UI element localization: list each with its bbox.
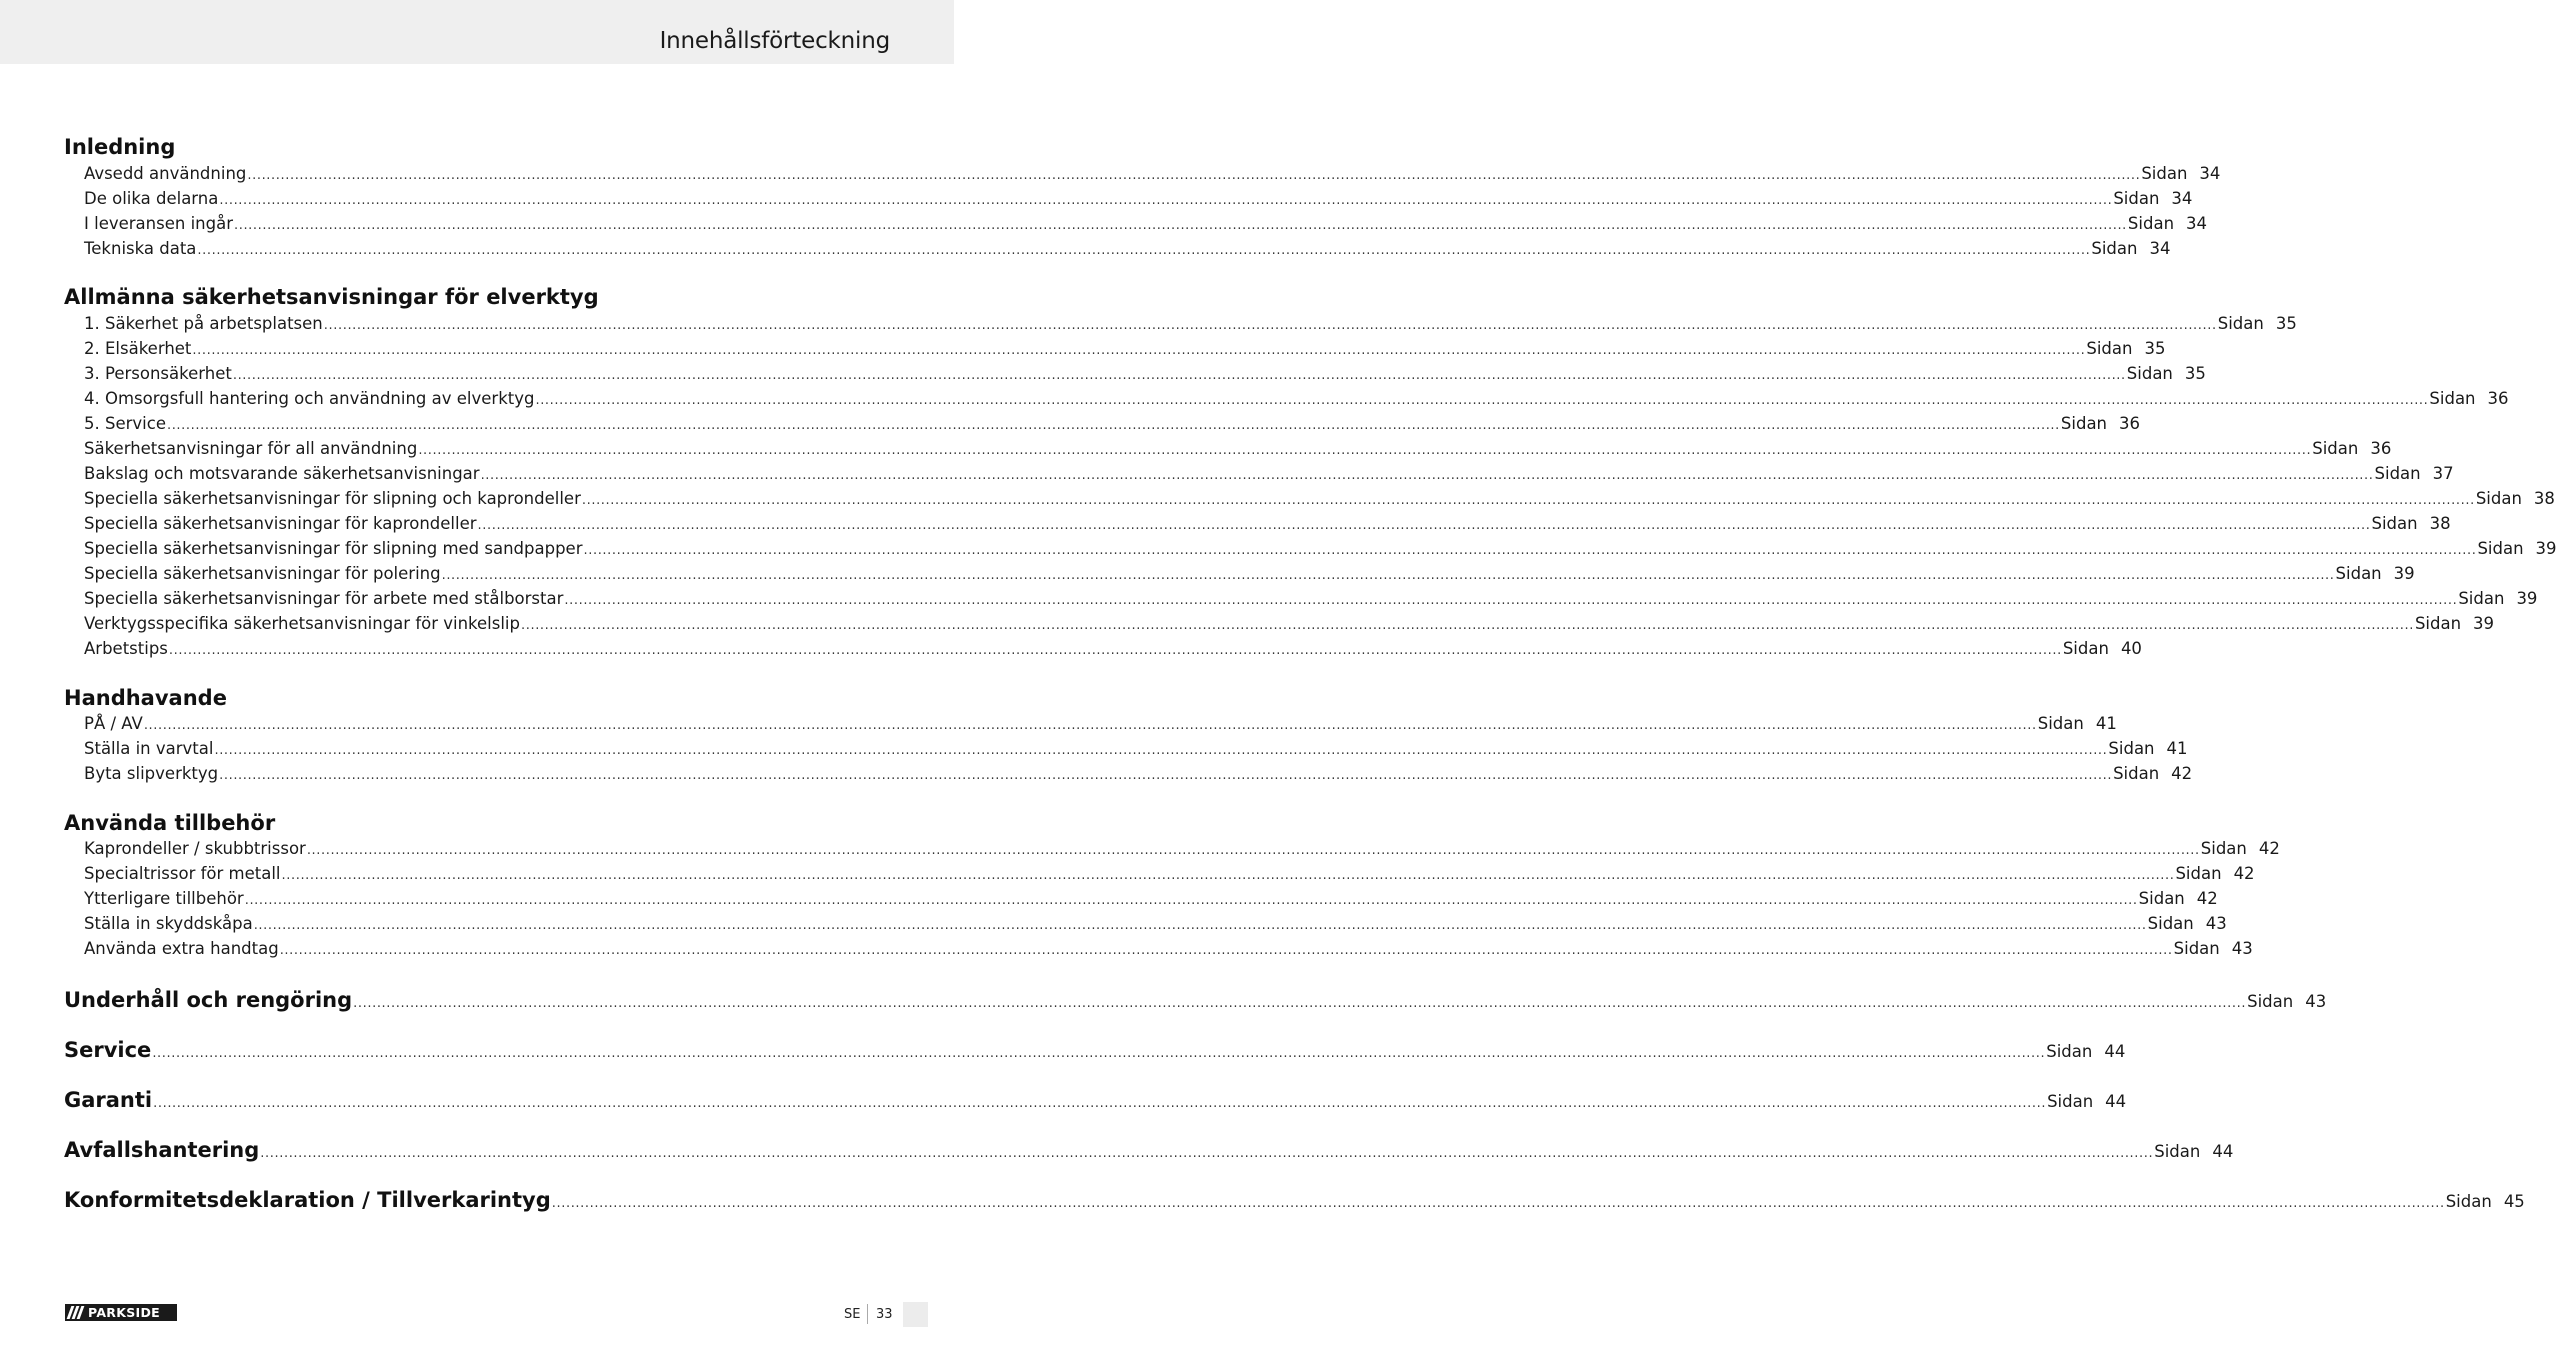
toc-page-number: 36: [2370, 439, 2392, 458]
toc-page-number: 34: [2186, 214, 2208, 233]
toc-entry-label: Byta slipverktyg: [84, 764, 219, 783]
toc-entry: [84, 314, 2297, 336]
toc-entry-label: Verktygsspecifika säkerhetsanvisningar för vinkelslip: [84, 614, 520, 633]
toc-entry-label: De olika delarna: [84, 189, 219, 208]
page-prefix: Sidan: [2429, 389, 2476, 408]
toc-page-number: 34: [2149, 239, 2171, 258]
toc-entry: [84, 214, 2208, 236]
toc-entry-label: Bakslag och motsvarande säkerhetsanvisningar: [84, 464, 480, 483]
dot-leader: ................................................................................................................................................................................................................................................................................................................................................................................................................: [583, 543, 2477, 558]
header-band: [0, 0, 954, 64]
page-prefix: Sidan: [2414, 614, 2462, 633]
dot-leader: ................................................................................................................................................................................................................................................................................................................................................................................................................: [153, 1096, 2047, 1111]
page-number: 33: [876, 1307, 893, 1322]
toc-entry-label: Speciella säkerhetsanvisningar för slipning med sandpapper: [84, 539, 583, 558]
page-prefix: Sidan: [2060, 414, 2108, 433]
toc-entry-label: Garanti: [64, 1088, 153, 1112]
toc-main-entry: [64, 1138, 2234, 1162]
toc-page-number: 35: [2275, 314, 2297, 333]
dot-leader: ................................................................................................................................................................................................................................................................................................................................................................................................................: [353, 996, 2247, 1011]
page-title: Innehållsförteckning: [659, 28, 890, 54]
toc-page-number: 39: [2535, 539, 2557, 558]
page-prefix: Sidan: [2046, 1042, 2093, 1061]
page-prefix: Sidan: [2475, 489, 2522, 508]
parkside-logo: [65, 1304, 177, 1321]
toc-entry-label: Speciella säkerhetsanvisningar för polering: [84, 564, 441, 583]
toc-page-number: 43: [2205, 914, 2227, 933]
dot-leader: ................................................................................................................................................................................................................................................................................................................................................................................................................: [247, 168, 2141, 183]
section-heading: Använda tillbehör: [64, 811, 276, 835]
toc-entry: [84, 864, 2255, 886]
toc-entry-label: Underhåll och rengöring: [64, 988, 353, 1012]
toc-entry: [84, 539, 2557, 561]
dot-leader: ................................................................................................................................................................................................................................................................................................................................................................................................................: [521, 618, 2414, 633]
toc-entry-label: Ytterligare tillbehör: [84, 889, 244, 908]
dot-leader: ................................................................................................................................................................................................................................................................................................................................................................................................................: [219, 768, 2113, 783]
dot-leader: ................................................................................................................................................................................................................................................................................................................................................................................................................: [197, 243, 2091, 258]
toc-page-number: 44: [2105, 1092, 2127, 1111]
toc-entry-label: 1. Säkerhet på arbetsplatsen: [84, 314, 323, 333]
dot-leader: ................................................................................................................................................................................................................................................................................................................................................................................................................: [152, 1046, 2046, 1061]
footer-divider: [867, 1304, 868, 1324]
toc-page-number: 44: [2212, 1142, 2234, 1161]
page-prefix: Sidan: [2335, 564, 2382, 583]
toc-page-number: 39: [2473, 614, 2495, 633]
dot-leader: ................................................................................................................................................................................................................................................................................................................................................................................................................: [564, 593, 2458, 608]
page-prefix: Sidan: [2217, 314, 2264, 333]
toc-page-number: 42: [2171, 764, 2193, 783]
toc-main-entry: [64, 1038, 2126, 1062]
toc-entry: [84, 739, 2188, 761]
toc-entry-label: PÅ / AV: [84, 714, 143, 733]
dot-leader: ................................................................................................................................................................................................................................................................................................................................................................................................................: [581, 493, 2475, 508]
page-prefix: Sidan: [2127, 214, 2175, 233]
page-prefix: Sidan: [2138, 889, 2185, 908]
page-prefix: Sidan: [2154, 1142, 2201, 1161]
toc-entry-label: 4. Omsorgsfull hantering och användning av elverktyg: [84, 389, 535, 408]
toc-page-number: 37: [2432, 464, 2454, 483]
toc-entry: [84, 439, 2392, 461]
toc-entry-label: Avfallshantering: [64, 1138, 260, 1162]
page-prefix: Sidan: [2200, 839, 2247, 858]
toc-page-number: 44: [2104, 1042, 2126, 1061]
page-prefix: Sidan: [2113, 764, 2160, 783]
toc-page-number: 35: [2184, 364, 2206, 383]
dot-leader: ................................................................................................................................................................................................................................................................................................................................................................................................................: [168, 643, 2062, 658]
toc-page-number: 42: [2258, 839, 2280, 858]
toc-entry: [84, 564, 2415, 586]
page-prefix: Sidan: [2113, 189, 2160, 208]
dot-leader: ................................................................................................................................................................................................................................................................................................................................................................................................................: [279, 943, 2173, 958]
dot-leader: ................................................................................................................................................................................................................................................................................................................................................................................................................: [244, 893, 2138, 908]
dot-leader: ................................................................................................................................................................................................................................................................................................................................................................................................................: [418, 443, 2312, 458]
toc-page-number: 40: [2120, 639, 2142, 658]
toc-main-entry: [64, 1088, 2127, 1112]
toc-page-number: 43: [2231, 939, 2253, 958]
toc-entry-label: Speciella säkerhetsanvisningar för kaprondeller: [84, 514, 477, 533]
toc-entry: [84, 389, 2509, 411]
dot-leader: ................................................................................................................................................................................................................................................................................................................................................................................................................: [260, 1146, 2154, 1161]
dot-leader: ................................................................................................................................................................................................................................................................................................................................................................................................................: [306, 843, 2200, 858]
section-heading: Allmänna säkerhetsanvisningar för elverktyg: [64, 285, 599, 309]
dot-leader: ................................................................................................................................................................................................................................................................................................................................................................................................................: [192, 343, 2086, 358]
dot-leader: ................................................................................................................................................................................................................................................................................................................................................................................................................: [281, 868, 2175, 883]
toc-entry: [84, 889, 2218, 911]
dot-leader: ................................................................................................................................................................................................................................................................................................................................................................................................................: [535, 393, 2429, 408]
toc-entry-label: 3. Personsäkerhet: [84, 364, 232, 383]
toc-page-number: 36: [2119, 414, 2141, 433]
toc-entry: [84, 514, 2451, 536]
toc-page-number: 38: [2533, 489, 2555, 508]
page-prefix: Sidan: [2371, 514, 2418, 533]
toc-entry-label: Specialtrissor för metall: [84, 864, 281, 883]
toc-page-number: 34: [2199, 164, 2221, 183]
dot-leader: ................................................................................................................................................................................................................................................................................................................................................................................................................: [323, 318, 2217, 333]
toc-entry-label: Konformitetsdeklaration / Tillverkarintyg: [64, 1188, 551, 1212]
page-prefix: Sidan: [2445, 1192, 2492, 1211]
page-prefix: Sidan: [2062, 639, 2109, 658]
dot-leader: ................................................................................................................................................................................................................................................................................................................................................................................................................: [480, 468, 2374, 483]
toc-page-number: 39: [2393, 564, 2415, 583]
toc-entry: [84, 489, 2555, 511]
toc-entry-label: Tekniska data: [84, 239, 197, 258]
toc-entry: [84, 239, 2171, 261]
toc-entry-label: Använda extra handtag: [84, 939, 279, 958]
toc-entry: [84, 189, 2193, 211]
page-prefix: Sidan: [2126, 364, 2173, 383]
toc-page-number: 38: [2429, 514, 2451, 533]
toc-entry: [84, 764, 2193, 786]
toc-entry-label: Säkerhetsanvisningar för all användning: [84, 439, 418, 458]
page-prefix: Sidan: [2091, 239, 2138, 258]
dot-leader: ................................................................................................................................................................................................................................................................................................................................................................................................................: [166, 418, 2060, 433]
dot-leader: ................................................................................................................................................................................................................................................................................................................................................................................................................: [551, 1196, 2445, 1211]
toc-entry: [84, 364, 2206, 386]
toc-page-number: 36: [2487, 389, 2509, 408]
page-prefix: Sidan: [2173, 939, 2220, 958]
page-prefix: Sidan: [2312, 439, 2359, 458]
toc-page-number: 41: [2166, 739, 2188, 758]
toc-page-number: 42: [2233, 864, 2255, 883]
page-prefix: Sidan: [2477, 539, 2524, 558]
toc-page-number: 41: [2095, 714, 2117, 733]
dot-leader: ................................................................................................................................................................................................................................................................................................................................................................................................................: [219, 193, 2113, 208]
page-prefix: Sidan: [2141, 164, 2188, 183]
toc-page-number: 34: [2171, 189, 2193, 208]
toc-entry-label: Arbetstips: [84, 639, 168, 658]
dot-leader: ................................................................................................................................................................................................................................................................................................................................................................................................................: [143, 718, 2037, 733]
toc-entry: [84, 589, 2538, 611]
section-heading: Inledning: [64, 135, 176, 159]
toc-page-number: 35: [2144, 339, 2166, 358]
logo-stripes-icon: [69, 1306, 84, 1319]
toc-entry: [84, 614, 2495, 636]
page-prefix: Sidan: [2108, 739, 2155, 758]
dot-leader: ................................................................................................................................................................................................................................................................................................................................................................................................................: [233, 218, 2127, 233]
page-prefix: Sidan: [2147, 914, 2194, 933]
logo-text: PARKSIDE: [88, 1305, 160, 1320]
dot-leader: ................................................................................................................................................................................................................................................................................................................................................................................................................: [441, 568, 2335, 583]
page-prefix: Sidan: [2037, 714, 2084, 733]
toc-entry-label: Ställa in varvtal: [84, 739, 214, 758]
toc-page-number: 39: [2516, 589, 2538, 608]
toc-entry: [84, 939, 2253, 961]
toc-entry-label: Service: [64, 1038, 152, 1062]
dot-leader: ................................................................................................................................................................................................................................................................................................................................................................................................................: [253, 918, 2147, 933]
toc-entry: [84, 839, 2280, 861]
page-prefix: Sidan: [2175, 864, 2222, 883]
toc-entry-label: Speciella säkerhetsanvisningar för slipning och kaprondeller: [84, 489, 581, 508]
dot-leader: ................................................................................................................................................................................................................................................................................................................................................................................................................: [232, 368, 2126, 383]
dot-leader: ................................................................................................................................................................................................................................................................................................................................................................................................................: [214, 743, 2108, 758]
toc-entry-label: 2. Elsäkerhet: [84, 339, 192, 358]
toc-entry: [84, 639, 2142, 661]
toc-main-entry: [64, 988, 2327, 1012]
toc-entry: [84, 339, 2166, 361]
toc-entry-label: Ställa in skyddskåpa: [84, 914, 253, 933]
page-prefix: Sidan: [2047, 1092, 2094, 1111]
toc-entry: [84, 714, 2117, 736]
page-prefix: Sidan: [2374, 464, 2421, 483]
toc-entry: [84, 164, 2221, 186]
page-prefix: Sidan: [2247, 992, 2294, 1011]
toc-entry: [84, 414, 2141, 436]
toc-entry: [84, 914, 2227, 936]
toc-entry-label: Kaprondeller / skubbtrissor: [84, 839, 306, 858]
language-code: SE: [844, 1307, 861, 1322]
toc-page-number: 42: [2196, 889, 2218, 908]
toc-entry-label: 5. Service: [84, 414, 166, 433]
footer-tab: [903, 1302, 928, 1327]
section-heading: Handhavande: [64, 686, 227, 710]
toc-page-number: 45: [2503, 1192, 2525, 1211]
toc-entry-label: Speciella säkerhetsanvisningar för arbete med stålborstar: [84, 589, 564, 608]
toc-entry-label: Avsedd användning: [84, 164, 247, 183]
dot-leader: ................................................................................................................................................................................................................................................................................................................................................................................................................: [477, 518, 2371, 533]
toc-main-entry: [64, 1188, 2525, 1212]
toc-entry-label: I leveransen ingår: [84, 214, 233, 233]
page-prefix: Sidan: [2458, 589, 2505, 608]
toc-page-number: 43: [2305, 992, 2327, 1011]
page-prefix: Sidan: [2086, 339, 2133, 358]
toc-entry: [84, 464, 2454, 486]
